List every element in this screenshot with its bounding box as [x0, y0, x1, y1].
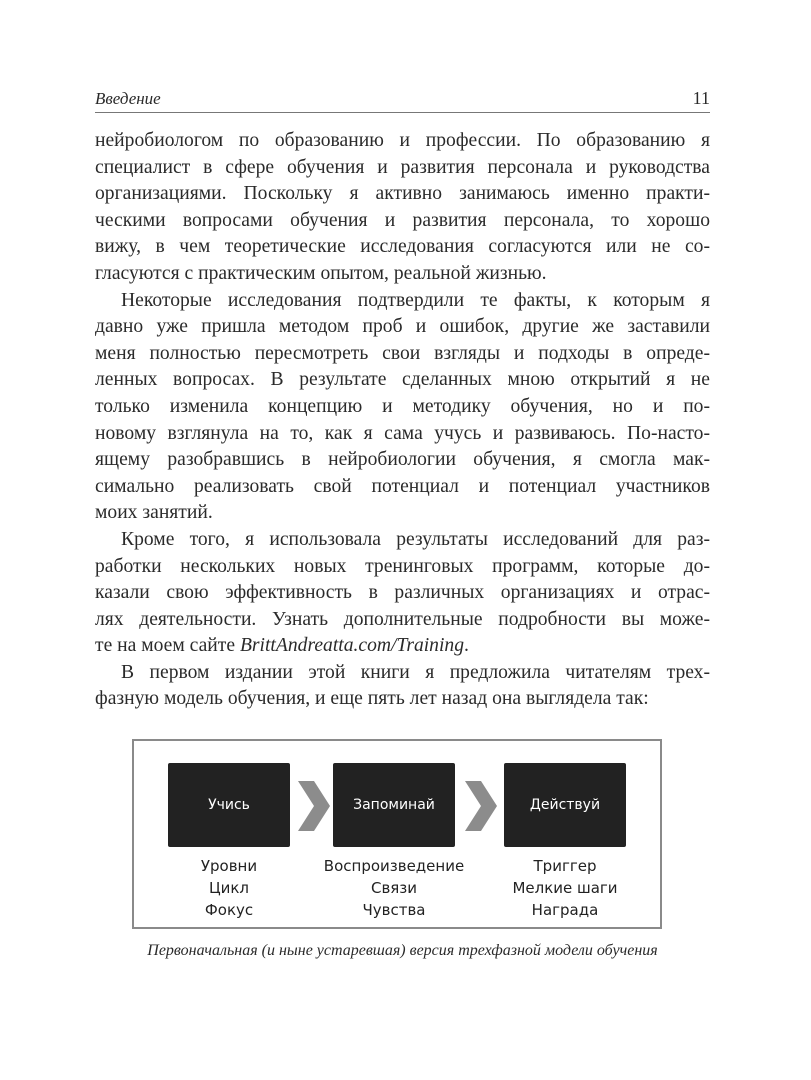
stage-item: Связи	[370, 879, 418, 897]
text-line: специалист в сфере обучения и развития персонала и руководства	[95, 156, 710, 178]
figure-caption: Первоначальная (и ныне устаревшая) версия трехфазной модели обучения	[147, 942, 658, 959]
text-line: ящему разобравшись в нейробиологии обучения, я смогла мак-	[95, 449, 710, 471]
stage-item: Награда	[531, 901, 599, 919]
stage-item: Цикл	[208, 879, 250, 897]
body-text	[95, 128, 710, 713]
paragraph-1	[95, 128, 710, 288]
text-line: лях деятельности. Узнать дополнительные подробности вы може-	[95, 608, 710, 630]
line-end: .	[464, 635, 469, 657]
text-line: Некоторые исследования подтвердили те факты, к которым я	[121, 289, 710, 311]
text-line: симально реализовать свой потенциал и потенциал участников	[95, 475, 710, 497]
paragraph-3	[95, 527, 710, 660]
stage-items-act	[475, 855, 655, 921]
text-line: организациями. Поскольку я активно занимаюсь именно практи-	[95, 183, 710, 205]
text-line: меня полностью пересмотреть свои взгляды и подходы в опреде-	[95, 342, 710, 364]
three-phase-model-diagram	[132, 739, 662, 929]
running-header	[95, 88, 710, 113]
text-line: только изменила концепцию и методику обучения, но и по-	[95, 395, 710, 417]
text-line: ческими вопросами обучения и развития персонала, то хорошо	[95, 209, 710, 231]
website-link[interactable]: BrittAndreatta.com/Training	[239, 635, 465, 657]
stage-item: Уровни	[200, 857, 258, 875]
stage-item: Фокус	[204, 901, 254, 919]
text-line	[95, 633, 710, 660]
chapter-title: Введение	[95, 89, 161, 108]
stage-box-remember	[333, 763, 455, 847]
stage-items-remember	[304, 855, 484, 921]
stage-item: Воспроизведение	[323, 857, 465, 875]
text-line: гласуются с практическим опытом, реальной жизнью.	[95, 262, 547, 284]
stage-item: Триггер	[533, 857, 597, 875]
text-line: новому взглянула на то, как я сама учусь и развиваюсь. По-насто-	[95, 422, 710, 444]
text-line: работки нескольких новых тренинговых программ, которые до-	[95, 555, 710, 577]
text-line: ленных вопросах. В результате сделанных мною открытий я не	[95, 369, 710, 391]
stage-items-learn	[139, 855, 319, 921]
paragraph-2	[95, 288, 710, 527]
stage-label: Учись	[208, 797, 250, 813]
chevron-arrow-icon	[298, 781, 330, 831]
text-line: вижу, в чем теоретические исследования согласуются или не со-	[95, 236, 710, 258]
text-line: Кроме того, я использовала результаты исследований для раз-	[121, 528, 710, 550]
text-line: фазную модель обучения, и еще пять лет назад она выглядела так:	[95, 688, 649, 710]
text-line: моих занятий.	[95, 502, 213, 524]
text-line: В первом издании этой книги я предложила читателям трех-	[121, 661, 710, 683]
stage-box-act	[504, 763, 626, 847]
page-number: 11	[692, 88, 710, 108]
text-line: казали свою эффективность в различных организациях и отрас-	[95, 582, 710, 604]
stage-label: Запоминай	[353, 797, 435, 813]
stage-item: Мелкие шаги	[512, 879, 618, 897]
stage-item: Чувства	[362, 901, 426, 919]
text-line: давно уже пришла методом проб и ошибок, другие же заставили	[95, 316, 710, 338]
stage-label: Действуй	[529, 797, 601, 813]
stage-box-learn	[168, 763, 290, 847]
text-line: нейробиологом по образованию и профессии. По образованию я	[95, 130, 710, 151]
paragraph-4	[95, 660, 710, 713]
chevron-arrow-icon	[465, 781, 497, 831]
text-line-start: те на моем сайте	[95, 635, 240, 657]
